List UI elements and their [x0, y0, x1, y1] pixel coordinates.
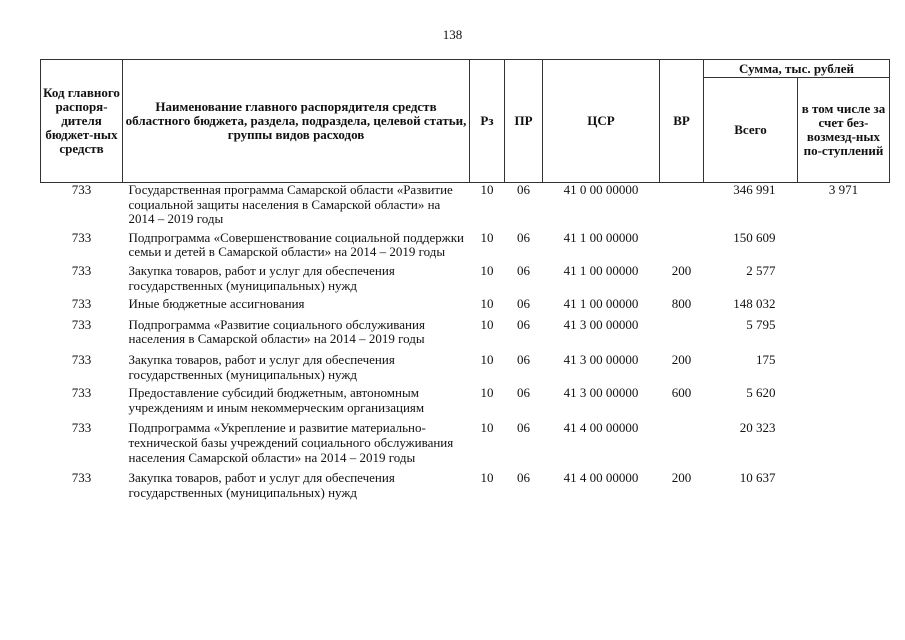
- cell-code: 733: [71, 262, 92, 278]
- cell-incl: [798, 465, 890, 500]
- cell-vr: [660, 183, 704, 227]
- header-total: Всего: [704, 78, 798, 183]
- budget-table: [40, 59, 890, 500]
- cell-csr: 41 3 00 00000: [563, 385, 639, 401]
- cell-csr: 41 4 00 00000: [563, 420, 639, 436]
- table-row: [41, 465, 890, 500]
- cell-total: 346 991: [733, 182, 776, 197]
- cell-code: 733: [71, 470, 92, 486]
- cell-vr: 600: [671, 385, 692, 401]
- cell-total: 20 323: [739, 420, 776, 436]
- table-row: [41, 183, 890, 227]
- cell-code: 733: [71, 351, 92, 367]
- cell-pr: 06: [517, 351, 530, 367]
- cell-rz: 10: [480, 262, 494, 278]
- cell-total: 5 620: [746, 385, 776, 401]
- cell-csr: 41 1 00 00000: [563, 296, 639, 312]
- table-row: [41, 227, 890, 260]
- cell-total: 150 609: [733, 229, 776, 245]
- table-row: [41, 415, 890, 465]
- cell-incl: 3 971: [828, 182, 859, 197]
- cell-name: Закупка товаров, работ и услуг для обеспечения государственных (муниципальных) нужд: [128, 262, 395, 293]
- cell-incl: [798, 347, 890, 382]
- cell-total: 5 795: [746, 316, 776, 332]
- cell-rz: 10: [480, 296, 494, 312]
- cell-code: 733: [71, 316, 92, 332]
- cell-vr: 800: [671, 296, 692, 312]
- header-incl: в том числе за счет без-возмезд-ных по-ступлений: [798, 78, 890, 183]
- header-vr: ВР: [660, 60, 704, 183]
- cell-csr: 41 0 00 00000: [563, 182, 639, 197]
- cell-rz: 10: [480, 182, 494, 197]
- cell-incl: [798, 227, 890, 260]
- cell-pr: 06: [517, 385, 530, 401]
- cell-code: 733: [71, 420, 92, 436]
- table-row: [41, 312, 890, 347]
- cell-code: 733: [71, 296, 92, 312]
- cell-total: 175: [756, 351, 776, 367]
- cell-name: Подпрограмма «Укрепление и развитие материально-технической базы учреждений социального обслуживания населения Самарской области» на 2014 – 2019 годы: [128, 420, 454, 465]
- cell-name: Государственная программа Самарской области «Развитие социальной защиты населения в Самарской области» на 2014 – 2019 годы: [128, 182, 453, 227]
- cell-csr: 41 1 00 00000: [563, 262, 639, 278]
- cell-name: Подпрограмма «Развитие социального обслуживания населения в Самарской области» на 2014 – 2019 годы: [128, 316, 425, 347]
- cell-pr: 06: [517, 470, 530, 486]
- cell-total: 148 032: [733, 296, 776, 312]
- cell-vr: [660, 312, 704, 347]
- cell-pr: 06: [517, 182, 530, 197]
- header-sum-group: Сумма, тыс. рублей: [704, 60, 890, 78]
- cell-code: 733: [71, 385, 92, 401]
- cell-name: Подпрограмма «Совершенствование социальной поддержки семьи и детей в Самарской области» на 2014 – 2019 годы: [128, 229, 464, 260]
- cell-vr: 200: [671, 470, 692, 486]
- header-pr: ПР: [505, 60, 543, 183]
- cell-total: 10 637: [739, 470, 776, 486]
- cell-name: Закупка товаров, работ и услуг для обеспечения государственных (муниципальных) нужд: [128, 470, 395, 500]
- header-code: Код главного распоря-дителя бюджет-ных средств: [41, 60, 123, 183]
- cell-code: 733: [71, 182, 92, 197]
- table-row: [41, 382, 890, 415]
- cell-vr: 200: [671, 351, 692, 367]
- cell-code: 733: [71, 229, 92, 245]
- cell-rz: 10: [480, 420, 494, 436]
- cell-incl: [798, 382, 890, 415]
- cell-csr: 41 3 00 00000: [563, 316, 639, 332]
- cell-name: Предоставление субсидий бюджетным, автономным учреждениям и иным некоммерческим организациям: [128, 385, 425, 415]
- cell-incl: [798, 260, 890, 293]
- table-row: [41, 347, 890, 382]
- cell-name: Иные бюджетные ассигнования: [128, 296, 305, 312]
- cell-pr: 06: [517, 420, 530, 436]
- cell-rz: 10: [480, 229, 494, 245]
- cell-csr: 41 1 00 00000: [563, 229, 639, 245]
- cell-pr: 06: [517, 316, 530, 332]
- cell-vr: 200: [671, 262, 692, 278]
- cell-rz: 10: [480, 351, 494, 367]
- cell-incl: [798, 293, 890, 312]
- cell-incl: [798, 312, 890, 347]
- cell-pr: 06: [517, 262, 530, 278]
- cell-rz: 10: [480, 470, 494, 486]
- table-row: [41, 293, 890, 312]
- cell-vr: [660, 227, 704, 260]
- header-csr: ЦСР: [543, 60, 660, 183]
- cell-csr: 41 4 00 00000: [563, 470, 639, 486]
- table-row: [41, 260, 890, 293]
- header-name: Наименование главного распорядителя средств областного бюджета, раздела, подраздела, целевой статьи, группы видов расходов: [123, 60, 470, 183]
- cell-rz: 10: [480, 385, 494, 401]
- cell-csr: 41 3 00 00000: [563, 351, 639, 367]
- page-number: 138: [442, 27, 463, 42]
- cell-pr: 06: [517, 229, 530, 245]
- cell-vr: [660, 415, 704, 465]
- cell-rz: 10: [480, 316, 494, 332]
- cell-total: 2 577: [746, 262, 776, 278]
- cell-incl: [798, 415, 890, 465]
- cell-pr: 06: [517, 296, 530, 312]
- header-rz: Рз: [470, 60, 505, 183]
- cell-name: Закупка товаров, работ и услуг для обеспечения государственных (муниципальных) нужд: [128, 351, 395, 382]
